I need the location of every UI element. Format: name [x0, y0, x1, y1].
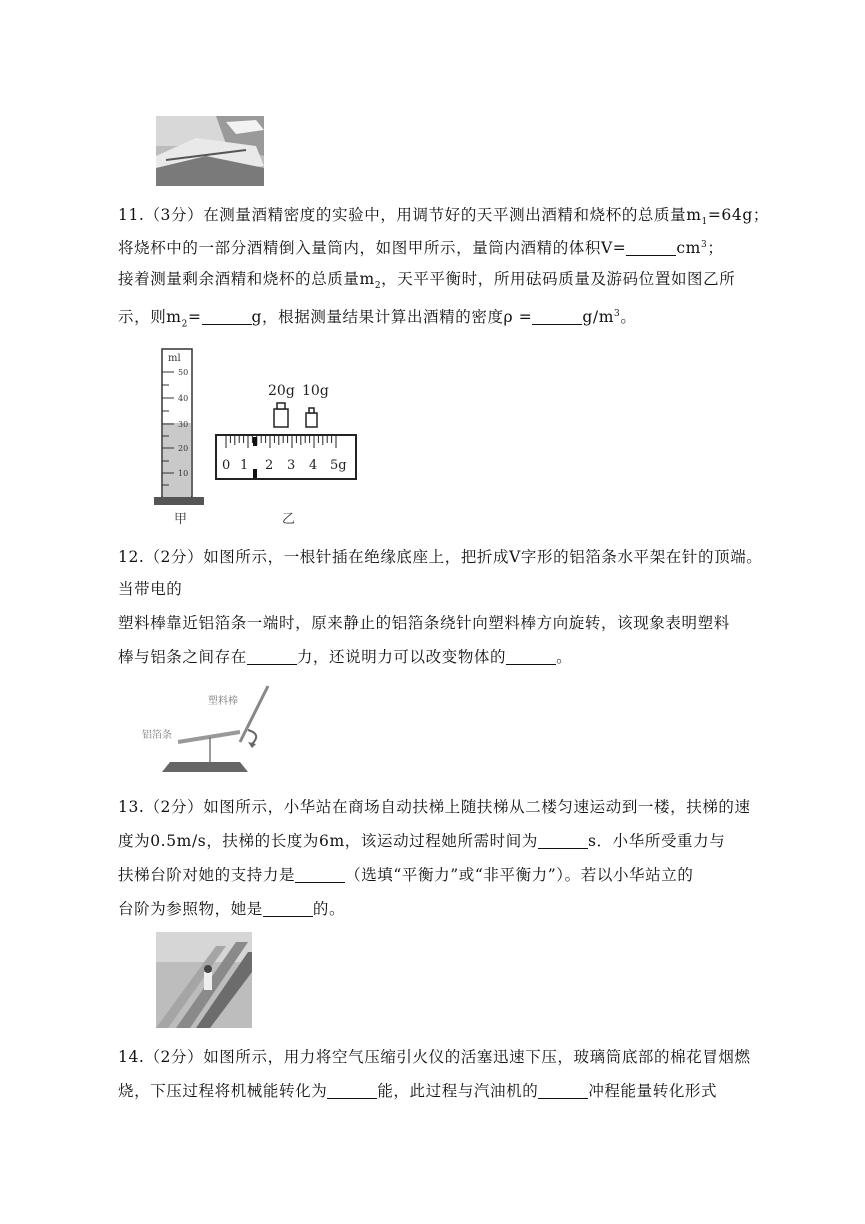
- escalator-photo: [156, 932, 252, 1028]
- scale-label: 2: [265, 458, 274, 473]
- q11-figure: [150, 345, 370, 530]
- rod-label: 塑料棒: [208, 696, 238, 707]
- caption-jia: 甲: [174, 512, 188, 527]
- q11-line1: 11.（3分）在测量酒精密度的实验中，用调节好的天平测出酒精和烧杯的总质量$m_1=64g$；: [118, 206, 769, 228]
- insulating-base: [162, 762, 248, 772]
- q11-line2: 将烧杯中的一部分酒精倒入量筒内，如图甲所示，量筒内酒精的体积$V= cm^3$；: [118, 239, 724, 258]
- balance-rider-scale: [216, 435, 356, 479]
- answer-blank-density[interactable]: [532, 308, 582, 325]
- scale-label: 1: [240, 458, 249, 473]
- foil-strip: [178, 732, 240, 742]
- answer-blank-energy[interactable]: [327, 1082, 377, 1099]
- q13-line4: 台阶为参照物，她是 的。: [118, 900, 346, 918]
- answer-blank-stroke[interactable]: [538, 1082, 588, 1099]
- answer-blank-volume[interactable]: [626, 239, 676, 256]
- scale-label: 4: [309, 458, 318, 473]
- cylinder-unit: ml: [168, 353, 181, 364]
- measuring-cylinder: [154, 349, 204, 505]
- scale-label: 5g: [330, 458, 347, 473]
- answer-blank-force-relation[interactable]: [295, 866, 345, 883]
- train-image: [156, 116, 264, 186]
- q12-line4: 棒与铝条之间存在 力，还说明力可以改变物体的 。: [118, 648, 573, 666]
- answer-blank-time[interactable]: [538, 832, 588, 849]
- q14-line1: 14.（2分）如图所示，用力将空气压缩引火仪的活塞迅速下压，玻璃筒底部的棉花冒烟燃: [118, 1048, 751, 1066]
- scale-label: 0: [222, 458, 231, 473]
- rotation-arrow: [248, 730, 256, 744]
- cylinder-tick-label: 10: [178, 469, 189, 478]
- answer-blank-motion-state[interactable]: [506, 648, 556, 665]
- cylinder-tick-label: 30: [178, 420, 189, 429]
- answer-blank-motion[interactable]: [263, 900, 313, 917]
- q14-line2: 烧，下压过程将机械能转化为 能，此过程与汽油机的 冲程能量转化形式: [118, 1082, 718, 1100]
- q13-line1: 13.（2分）如图所示，小华站在商场自动扶梯上随扶梯从二楼匀速运动到一楼，扶梯的速: [118, 798, 751, 816]
- weight-label-20g: 20g: [268, 383, 295, 399]
- q13-line3: 扶梯台阶对她的支持力是 （选填“平衡力”或“非平衡力”）。若以小华站立的: [118, 866, 694, 884]
- cylinder-tick-label: 40: [178, 394, 189, 403]
- answer-blank-mass[interactable]: [202, 308, 252, 325]
- q11-line4: 示，则$m_2= g$，根据测量结果计算出酒精的密度$\rho = g/m^3$。: [118, 308, 637, 330]
- cylinder-tick-label: 50: [178, 368, 189, 377]
- q12-line1: 12.（2分）如图所示，一根针插在绝缘底座上，把折成V字形的铝箔条水平架在针的顶端。: [118, 548, 763, 566]
- weight-label-10g: 10g: [302, 383, 329, 399]
- caption-yi: 乙: [282, 512, 296, 527]
- escalator-image: [156, 932, 252, 1028]
- weights: [268, 383, 329, 427]
- cylinder-tick-label: 20: [178, 444, 189, 453]
- foil-label: 铝箔条: [142, 730, 172, 741]
- q13-line2: 度为0.5m/s，扶梯的长度为6m，该运动过程她所需时间为 s．小华所受重力与: [118, 832, 726, 850]
- q11-line3: 接着测量剩余酒精和烧杯的总质量$m_2$，天平平衡时，所用砝码质量及游码位置如图乙所: [118, 270, 736, 292]
- scale-label: 3: [287, 458, 296, 473]
- q12-line2: 当带电的: [118, 580, 183, 598]
- q12-line3: 塑料棒靠近铝箔条一端时，原来静止的铝箔条绕针向塑料棒方向旋转，该现象表明塑料: [118, 614, 730, 632]
- q12-figure: [140, 682, 300, 777]
- train-photo: [156, 116, 264, 186]
- answer-blank-force-type[interactable]: [247, 648, 297, 665]
